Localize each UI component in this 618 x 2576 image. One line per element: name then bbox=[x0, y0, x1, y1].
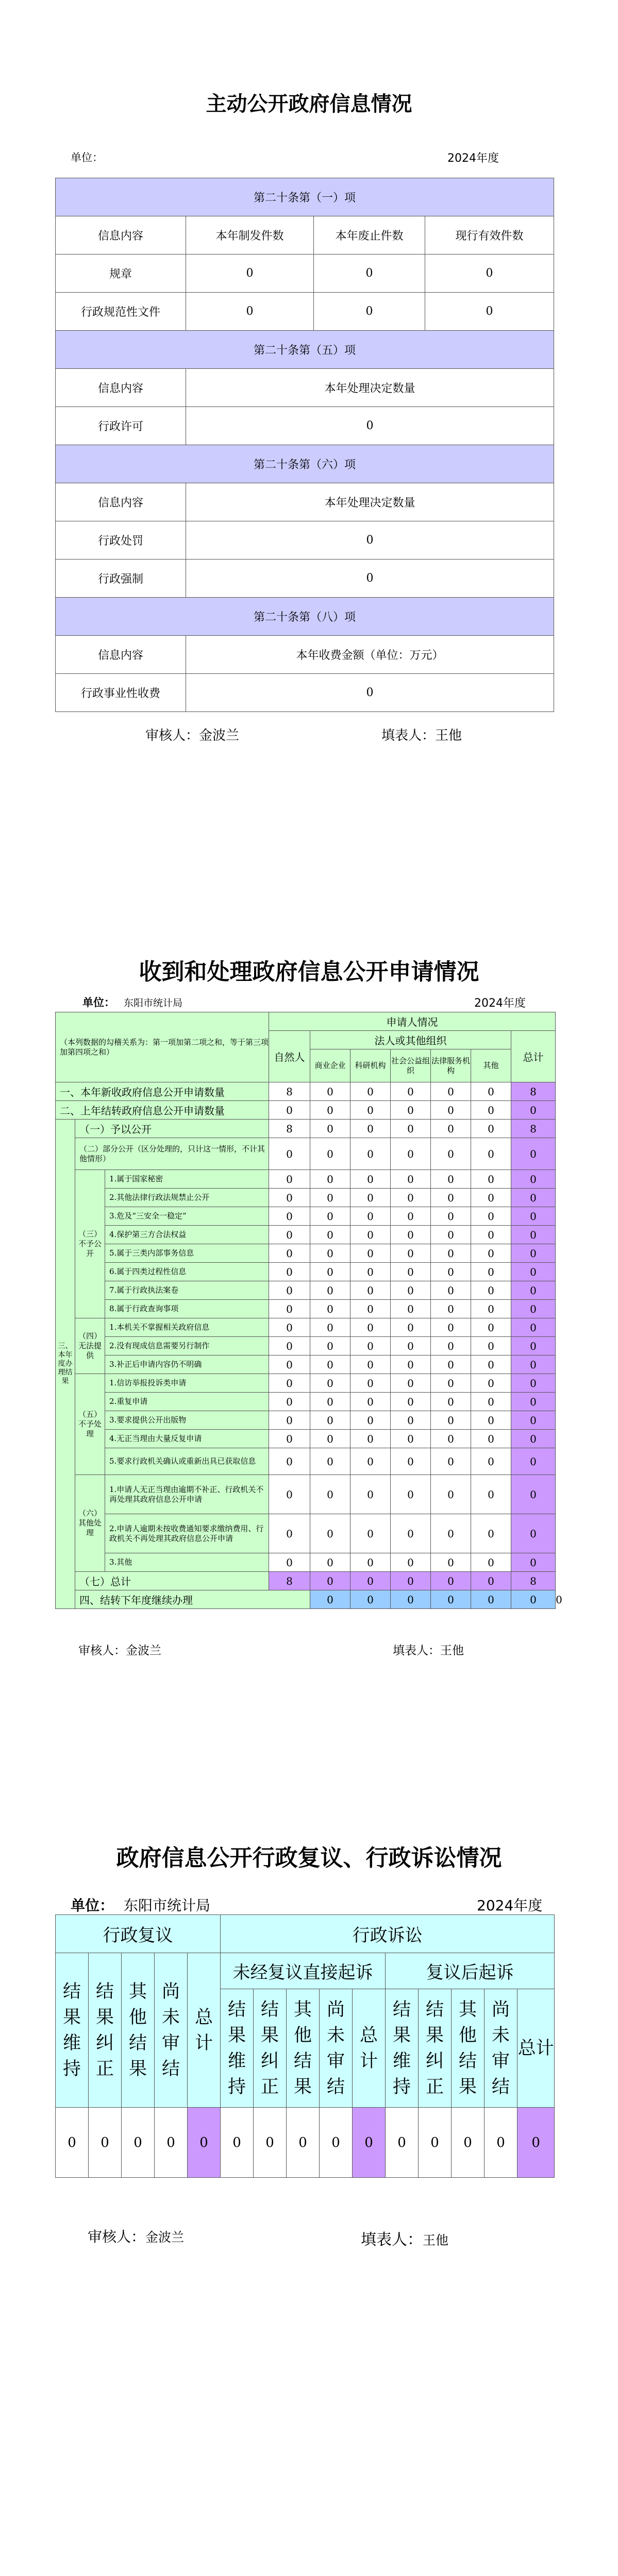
s2-cell: 0 bbox=[391, 1244, 431, 1263]
s2-cell-total: 8 bbox=[511, 1572, 556, 1590]
s1-cell: 0 bbox=[314, 255, 425, 293]
s2-cell: 0 bbox=[350, 1374, 391, 1393]
s3-cell: 0 bbox=[287, 2108, 320, 2178]
s2-cell-total: 0 bbox=[310, 1572, 350, 1590]
s2-cell: 0 bbox=[310, 1281, 350, 1300]
s2-cell: 0 bbox=[310, 1189, 350, 1207]
s2-row-label: 4.无正当理由大量反复申请 bbox=[105, 1430, 269, 1448]
s2-legal-header: 法人或其他组织 bbox=[310, 1031, 511, 1049]
s3-cell-total: 0 bbox=[353, 2108, 386, 2178]
s1-title: 主动公开政府信息情况 bbox=[206, 92, 412, 116]
s2-cell: 0 bbox=[471, 1189, 511, 1207]
s2-cell: 0 bbox=[431, 1374, 471, 1393]
s2-cell: 0 bbox=[471, 1082, 511, 1101]
s2-row-carried: 二、上年结转政府信息公开申请数量 bbox=[56, 1101, 269, 1120]
s2-cell-total: 0 bbox=[511, 1514, 556, 1553]
s3-unit: 东阳市统计局 bbox=[124, 1897, 211, 1914]
s2-cell: 0 bbox=[350, 1514, 391, 1553]
s1-cell: 0 bbox=[186, 293, 314, 331]
s2-row-label: 3.补正后申请内容仍不明确 bbox=[105, 1355, 269, 1374]
s1-col-abolish: 本年废止件数 bbox=[314, 216, 425, 255]
s3-cell-total: 0 bbox=[517, 2108, 555, 2178]
s2-cell: 0 bbox=[431, 1393, 471, 1411]
s2-cell: 0 bbox=[391, 1590, 431, 1609]
s2-col-legal-service: 法律服务机构 bbox=[431, 1049, 471, 1082]
s2-cell: 0 bbox=[269, 1170, 310, 1189]
s2-cell-total: 0 bbox=[511, 1553, 556, 1572]
s2-unit-label: 单位： bbox=[82, 996, 115, 1009]
s2-cell: 0 bbox=[431, 1553, 471, 1572]
s3-direct-sub: 结果维持 bbox=[221, 1989, 254, 2108]
s3-direct-sub: 结果纠正 bbox=[254, 1989, 287, 2108]
s2-cell: 0 bbox=[471, 1590, 511, 1609]
s2-row-open: （一）予以公开 bbox=[75, 1120, 269, 1138]
s2-cell: 0 bbox=[391, 1337, 431, 1355]
s2-cell: 0 bbox=[431, 1120, 471, 1138]
s3-cell: 0 bbox=[320, 2108, 353, 2178]
s2-cell: 0 bbox=[350, 1082, 391, 1101]
s3-cell: 0 bbox=[452, 2108, 485, 2178]
s2-cell: 0 bbox=[350, 1226, 391, 1244]
s1-col-new: 本年制发件数 bbox=[186, 216, 314, 255]
s2-cell: 0 bbox=[350, 1138, 391, 1170]
s2-cell: 0 bbox=[350, 1189, 391, 1207]
s2-cell: 0 bbox=[431, 1082, 471, 1101]
s1-year: 2024年度 bbox=[447, 152, 499, 165]
s2-cell-total: 0 bbox=[511, 1226, 556, 1244]
s2-cell: 0 bbox=[471, 1448, 511, 1475]
s2-row-label: 6.属于四类过程性信息 bbox=[105, 1263, 269, 1281]
s3-review-sub: 其他结果 bbox=[122, 1953, 155, 2108]
s2-cell: 0 bbox=[431, 1189, 471, 1207]
s2-cell: 0 bbox=[310, 1244, 350, 1263]
s3-review-sub: 尚未审结 bbox=[155, 1953, 188, 2108]
s1-reviewer: 审核人：金波兰 bbox=[145, 728, 240, 743]
s2-cell: 0 bbox=[269, 1475, 310, 1514]
s2-cell: 0 bbox=[310, 1138, 350, 1170]
s2-cell: 0 bbox=[431, 1514, 471, 1553]
s1-col-info: 信息内容 bbox=[56, 369, 186, 407]
s2-cell: 0 bbox=[310, 1226, 350, 1244]
s3-after-sub: 总计 bbox=[517, 1989, 555, 2108]
s2-cell: 0 bbox=[391, 1411, 431, 1430]
s2-cell: 0 bbox=[391, 1300, 431, 1318]
s2-cell: 0 bbox=[269, 1337, 310, 1355]
s2-row-label: 2.重复申请 bbox=[105, 1393, 269, 1411]
s2-row-new: 一、本年新收政府信息公开申请数量 bbox=[56, 1082, 269, 1101]
s2-col-research: 科研机构 bbox=[350, 1049, 391, 1082]
s3-direct-sub: 其他结果 bbox=[287, 1989, 320, 2108]
s1-cell: 0 bbox=[186, 255, 314, 293]
s2-cell-total: 0 bbox=[431, 1572, 471, 1590]
s2-cell: 0 bbox=[431, 1411, 471, 1430]
s1-table bbox=[55, 178, 554, 712]
s2-cell: 0 bbox=[269, 1553, 310, 1572]
s2-cell: 0 bbox=[471, 1318, 511, 1337]
s2-cell: 0 bbox=[310, 1300, 350, 1318]
s3-review-sub: 结果维持 bbox=[56, 1953, 89, 2108]
s2-row-label: 1.申请人无正当理由逾期不补正、行政机关不再处理其政府信息公开申请 bbox=[105, 1475, 269, 1514]
s2-cell: 0 bbox=[471, 1475, 511, 1514]
s2-cell: 0 bbox=[471, 1411, 511, 1430]
s1-cell: 0 bbox=[186, 407, 554, 445]
s2-cell: 0 bbox=[350, 1318, 391, 1337]
s2-group-not-open: （三）不予公开 bbox=[75, 1170, 105, 1318]
s2-cell: 0 bbox=[350, 1101, 391, 1120]
s2-cell: 0 bbox=[350, 1263, 391, 1281]
s2-row-label: 4.保护第三方合法权益 bbox=[105, 1226, 269, 1244]
s3-review-header: 行政复议 bbox=[56, 1915, 221, 1953]
s2-cell: 0 bbox=[391, 1170, 431, 1189]
s2-row-label: 5.属于三类内部事务信息 bbox=[105, 1244, 269, 1263]
s2-cell: 0 bbox=[471, 1355, 511, 1374]
s3-direct-sub: 总计 bbox=[353, 1989, 386, 2108]
s2-cell-total: 0 bbox=[511, 1281, 556, 1300]
s2-cell: 0 bbox=[269, 1263, 310, 1281]
s2-cell: 0 bbox=[431, 1430, 471, 1448]
s2-group-results: 三、本年度办理结果 bbox=[56, 1120, 75, 1609]
s2-cell: 0 bbox=[431, 1263, 471, 1281]
s2-cell: 0 bbox=[310, 1207, 350, 1226]
s2-cell: 0 bbox=[350, 1337, 391, 1355]
s2-cell: 0 bbox=[350, 1281, 391, 1300]
s2-cell: 0 bbox=[310, 1411, 350, 1430]
s1-col-info: 信息内容 bbox=[56, 483, 186, 521]
s2-cell: 0 bbox=[471, 1337, 511, 1355]
s1-row-name: 行政强制 bbox=[56, 560, 186, 598]
s3-cell: 0 bbox=[386, 2108, 419, 2178]
s2-row-label: 7.属于行政执法案卷 bbox=[105, 1281, 269, 1300]
s2-cell: 0 bbox=[431, 1281, 471, 1300]
s2-cell: 0 bbox=[391, 1475, 431, 1514]
s2-applicant-header: 申请人情况 bbox=[269, 1012, 556, 1031]
s2-cell: 0 bbox=[391, 1374, 431, 1393]
s2-cell-total: 0 bbox=[511, 1244, 556, 1263]
s2-row-label: 2.其他法律行政法规禁止公开 bbox=[105, 1189, 269, 1207]
s2-note: （本列数据的勾稽关系为：第一项加第二项之和，等于第三项加第四项之和） bbox=[56, 1012, 269, 1082]
s3-cell: 0 bbox=[56, 2108, 89, 2178]
s2-cell: 0 bbox=[350, 1590, 391, 1609]
s2-cell-total: 0 bbox=[471, 1572, 511, 1590]
s2-cell: 0 bbox=[431, 1318, 471, 1337]
s2-cell: 0 bbox=[431, 1207, 471, 1226]
s2-cell: 0 bbox=[310, 1514, 350, 1553]
s2-table: （本列数据的勾稽关系为：第一项加第二项之和，等于第三项加第四项之和） 申请人情况 自然人 法人或其他组织 总计 商业企业 科研机构 社会公益组织 法律服务机构 其他 一、本年新收政府信息公开申请数量 8 0 0 0 0 0 8 二、上年结转政府信息公开申请数量 0 0 0 0 0 0 0 三、本年度办理结果 （一）予以公开 8 0 0 0 0 0 8 （二）部分公开（区分处理的，只计这一情形，不计其他情形） 0 0 0 0 0 0 0 （三）不予公开 1.属于国家秘密 0 0 0 0 0 0 0 2.其他法律行政法规禁止公开 0 0 0 0 0 0 0 3.危及“三安全一稳定” 0 0 0 0 0 0 0 4.保护第三方合法权益 0 0 0 0 0 0 0 5.属于三类内部事务信息 0 0 0 0 0 0 0 6.属于四类过程性信息 0 0 0 0 0 0 0 7.属于行政执法案卷 0 0 0 0 0 0 0 8.属于行政查询事项 0 0 0 0 0 0 0 （四）无法提供 1.本机关不掌握相关政府信息 0 0 0 0 0 0 0 2.没有现成信息需要另行制作 0 0 0 0 0 0 0 3.补正后申请内容仍不明确 0 0 0 0 0 0 0 （五）不予处理 1.信访举报投诉类申请 0 0 0 0 0 0 0 2.重复申请 0 0 0 0 0 0 0 3.要求提供公开出版物 0 0 0 0 0 0 0 4.无正当理由大量反复申请 0 0 0 0 0 0 0 5.要求行政机关确认或重新出具已获取信息 0 0 0 0 0 0 0 （六）其他处理 1.申请人无正当理由逾期不补正、行政机关不再处理其政府信息公开申请 0 0 0 0 0 0 0 2.申请人逾期未按收费通知要求缴纳费用、行政机关不再处理其政府信息公开申请 0 0 0 0 0 0 0 3.其他 0 0 0 0 0 0 0 （七）总计 8 0 0 0 0 0 8 四、结转下年度继续办理 0 0 0 0 0 0 0 bbox=[55, 1012, 556, 1609]
s2-cell: 0 bbox=[269, 1189, 310, 1207]
s2-cell: 0 bbox=[391, 1082, 431, 1101]
s2-cell: 0 bbox=[471, 1244, 511, 1263]
s3-cell: 0 bbox=[89, 2108, 122, 2178]
s2-row-label: 2.申请人逾期未按收费通知要求缴纳费用、行政机关不再处理其政府信息公开申请 bbox=[105, 1514, 269, 1553]
s2-cell: 0 bbox=[391, 1120, 431, 1138]
s1-header-20-6: 第二十条第（六）项 bbox=[56, 445, 554, 483]
s2-cell: 0 bbox=[310, 1337, 350, 1355]
s1-cell: 0 bbox=[425, 293, 554, 331]
s3-year: 2024年度 bbox=[477, 1897, 543, 1914]
s1-col-info: 信息内容 bbox=[56, 216, 186, 255]
s2-cell: 0 bbox=[310, 1374, 350, 1393]
s3-cell: 0 bbox=[221, 2108, 254, 2178]
s2-cell: 0 bbox=[269, 1138, 310, 1170]
s2-cell-total: 8 bbox=[269, 1572, 310, 1590]
s2-cell: 0 bbox=[391, 1430, 431, 1448]
s2-cell: 0 bbox=[269, 1101, 310, 1120]
s2-cell-total: 0 bbox=[511, 1318, 556, 1337]
s3-review-sub: 结果纠正 bbox=[89, 1953, 122, 2108]
s1-col-decision: 本年处理决定数量 bbox=[186, 483, 554, 521]
s2-cell-total: 0 bbox=[511, 1374, 556, 1393]
s2-cell: 0 bbox=[471, 1514, 511, 1553]
s2-cell: 0 bbox=[269, 1318, 310, 1337]
s2-cell: 0 bbox=[310, 1430, 350, 1448]
s1-col-decision: 本年处理决定数量 bbox=[186, 369, 554, 407]
s3-reviewer: 审核人：金波兰 bbox=[88, 2228, 185, 2245]
s2-cell: 0 bbox=[350, 1430, 391, 1448]
s2-cell-total: 8 bbox=[511, 1082, 556, 1101]
s2-cell: 0 bbox=[350, 1475, 391, 1514]
s2-cell: 0 bbox=[471, 1553, 511, 1572]
s3-cell: 0 bbox=[419, 2108, 452, 2178]
s2-row-carry-next: 四、结转下年度继续办理 bbox=[75, 1590, 310, 1609]
s2-col-welfare: 社会公益组织 bbox=[391, 1049, 431, 1082]
s3-cell: 0 bbox=[155, 2108, 188, 2178]
s1-row-name: 行政规范性文件 bbox=[56, 293, 186, 331]
s1-row-name: 行政处罚 bbox=[56, 521, 186, 560]
s2-cell: 0 bbox=[310, 1082, 350, 1101]
s2-row-total: （七）总计 bbox=[75, 1572, 269, 1590]
s2-filler: 填表人：王他 bbox=[393, 1644, 464, 1657]
s1-row-name: 行政许可 bbox=[56, 407, 186, 445]
s2-cell-total: 0 bbox=[511, 1393, 556, 1411]
s2-cell: 0 bbox=[391, 1514, 431, 1553]
s3-after-sub: 结果维持 bbox=[386, 1989, 419, 2108]
s2-cell: 0 bbox=[391, 1448, 431, 1475]
s2-cell: 0 bbox=[350, 1170, 391, 1189]
s3-review-sub: 总计 bbox=[188, 1953, 221, 2108]
s2-cell: 0 bbox=[269, 1207, 310, 1226]
s2-cell: 0 bbox=[431, 1448, 471, 1475]
s2-cell-total: 0 bbox=[350, 1572, 391, 1590]
s2-cell: 0 bbox=[431, 1337, 471, 1355]
s2-cell-total: 0 bbox=[511, 1355, 556, 1374]
s2-cell: 0 bbox=[391, 1226, 431, 1244]
s2-cell: 0 bbox=[350, 1355, 391, 1374]
s2-cell: 0 bbox=[391, 1189, 431, 1207]
s2-cell-total: 0 bbox=[511, 1430, 556, 1448]
s2-cell: 0 bbox=[310, 1553, 350, 1572]
s2-cell: 0 bbox=[471, 1101, 511, 1120]
s2-cell-total: 0 bbox=[511, 1138, 556, 1170]
s2-cell: 0 bbox=[431, 1138, 471, 1170]
s2-cell: 0 bbox=[310, 1475, 350, 1514]
s2-cell: 0 bbox=[350, 1553, 391, 1572]
s2-cell-total: 0 bbox=[511, 1337, 556, 1355]
s1-col-info: 信息内容 bbox=[56, 636, 186, 674]
s2-cell: 0 bbox=[350, 1207, 391, 1226]
s2-cell: 0 bbox=[269, 1430, 310, 1448]
s1-filler: 填表人：王他 bbox=[381, 728, 462, 743]
s2-col-business: 商业企业 bbox=[310, 1049, 350, 1082]
s2-cell-total: 0 bbox=[511, 1189, 556, 1207]
s2-cell: 0 bbox=[471, 1263, 511, 1281]
s2-cell: 8 bbox=[269, 1082, 310, 1101]
s2-cell-total: 0 bbox=[511, 1411, 556, 1430]
s2-cell: 0 bbox=[471, 1430, 511, 1448]
s2-cell: 0 bbox=[391, 1393, 431, 1411]
s2-cell: 0 bbox=[431, 1590, 471, 1609]
s2-cell: 0 bbox=[350, 1393, 391, 1411]
s2-cell: 0 bbox=[391, 1281, 431, 1300]
s2-cell: 0 bbox=[391, 1318, 431, 1337]
s2-cell-total: 8 bbox=[511, 1120, 556, 1138]
s1-header-20-1: 第二十条第（一）项 bbox=[56, 178, 554, 216]
s3-filler: 填表人：王他 bbox=[361, 2231, 449, 2249]
s2-cell: 0 bbox=[269, 1355, 310, 1374]
s2-cell: 0 bbox=[350, 1411, 391, 1430]
s3-after-sub: 其他结果 bbox=[452, 1989, 485, 2108]
s2-cell: 0 bbox=[471, 1393, 511, 1411]
s3-lawsuit-header: 行政诉讼 bbox=[221, 1915, 555, 1953]
s2-cell: 0 bbox=[391, 1138, 431, 1170]
s3-unit-label: 单位： bbox=[71, 1897, 114, 1914]
s2-group-cannot-provide: （四）无法提供 bbox=[75, 1318, 105, 1374]
s2-cell: 0 bbox=[350, 1120, 391, 1138]
s3-direct-header: 未经复议直接起诉 bbox=[221, 1953, 386, 1989]
s2-group-not-processed: （五）不予处理 bbox=[75, 1374, 105, 1475]
s2-cell-total: 0 bbox=[511, 1263, 556, 1281]
s2-cell-total: 0 bbox=[511, 1448, 556, 1475]
s2-cell: 0 bbox=[310, 1393, 350, 1411]
s2-cell: 0 bbox=[350, 1244, 391, 1263]
s1-row-name: 规章 bbox=[56, 255, 186, 293]
s2-cell: 0 bbox=[269, 1411, 310, 1430]
s2-cell: 0 bbox=[471, 1207, 511, 1226]
s2-cell: 0 bbox=[431, 1244, 471, 1263]
s2-cell: 0 bbox=[431, 1475, 471, 1514]
s2-cell: 0 bbox=[350, 1448, 391, 1475]
s2-col-other: 其他 bbox=[471, 1049, 511, 1082]
s2-cell: 0 bbox=[350, 1300, 391, 1318]
s2-cell: 0 bbox=[431, 1355, 471, 1374]
s2-cell: 0 bbox=[471, 1120, 511, 1138]
s2-unit: 东阳市统计局 bbox=[124, 997, 183, 1009]
s2-cell: 0 bbox=[269, 1448, 310, 1475]
s3-direct-sub: 尚未审结 bbox=[320, 1989, 353, 2108]
s2-cell: 0 bbox=[431, 1101, 471, 1120]
s2-cell-total: 0 bbox=[391, 1572, 431, 1590]
s2-cell: 0 bbox=[310, 1170, 350, 1189]
s2-row-label: 3.危及“三安全一稳定” bbox=[105, 1207, 269, 1226]
s2-row-label: 1.本机关不掌握相关政府信息 bbox=[105, 1318, 269, 1337]
s2-cell: 0 bbox=[471, 1300, 511, 1318]
s2-row-label: 1.信访举报投诉类申请 bbox=[105, 1374, 269, 1393]
s2-cell: 0 bbox=[391, 1101, 431, 1120]
s2-cell: 0 bbox=[310, 1318, 350, 1337]
s1-cell: 0 bbox=[186, 521, 554, 560]
s2-cell-total: 0 bbox=[511, 1207, 556, 1226]
s1-cell: 0 bbox=[186, 560, 554, 598]
s3-after-sub: 结果纠正 bbox=[419, 1989, 452, 2108]
s3-after-sub: 尚未审结 bbox=[485, 1989, 517, 2108]
s2-row-label: 8.属于行政查询事项 bbox=[105, 1300, 269, 1318]
s2-col-total: 总计 bbox=[511, 1031, 556, 1082]
s2-cell: 0 bbox=[269, 1244, 310, 1263]
s2-row-partial: （二）部分公开（区分处理的，只计这一情形，不计其他情形） bbox=[75, 1138, 269, 1170]
s2-cell: 0 bbox=[391, 1207, 431, 1226]
s2-row-label: 3.其他 bbox=[105, 1553, 269, 1572]
s2-row-label: 2.没有现成信息需要另行制作 bbox=[105, 1337, 269, 1355]
s3-title: 政府信息公开行政复议、行政诉讼情况 bbox=[116, 1845, 502, 1871]
s2-cell: 0 bbox=[269, 1281, 310, 1300]
s3-cell-total: 0 bbox=[188, 2108, 221, 2178]
s2-cell: 0 bbox=[269, 1226, 310, 1244]
s2-group-other: （六）其他处理 bbox=[75, 1475, 105, 1572]
s2-cell: 0 bbox=[391, 1355, 431, 1374]
s2-cell: 8 bbox=[269, 1120, 310, 1138]
s2-year: 2024年度 bbox=[474, 997, 526, 1010]
s1-col-valid: 现行有效件数 bbox=[425, 216, 554, 255]
s2-cell: 0 bbox=[471, 1374, 511, 1393]
s1-cell: 0 bbox=[425, 255, 554, 293]
s1-header-20-5: 第二十条第（五）项 bbox=[56, 331, 554, 369]
s3-table bbox=[55, 1914, 555, 2178]
s2-reviewer: 审核人：金波兰 bbox=[78, 1644, 161, 1657]
s2-row-label: 5.要求行政机关确认或重新出具已获取信息 bbox=[105, 1448, 269, 1475]
s2-cell: 0 bbox=[471, 1138, 511, 1170]
s2-cell: 0 bbox=[471, 1281, 511, 1300]
s2-cell: 0 bbox=[391, 1263, 431, 1281]
s2-cell: 0 bbox=[471, 1170, 511, 1189]
s2-cell: 0 bbox=[310, 1120, 350, 1138]
s2-cell-total: 0 bbox=[511, 1170, 556, 1189]
s1-unit-label: 单位： bbox=[71, 151, 103, 164]
s2-cell: 0 bbox=[310, 1590, 350, 1609]
s2-cell: 0 bbox=[431, 1300, 471, 1318]
s2-cell: 0 bbox=[471, 1226, 511, 1244]
s3-cell: 0 bbox=[485, 2108, 517, 2178]
s1-col-fee: 本年收费金额（单位：万元） bbox=[186, 636, 554, 674]
s3-after-header: 复议后起诉 bbox=[386, 1953, 555, 1989]
s2-cell: 0 bbox=[310, 1448, 350, 1475]
s2-cell: 0 bbox=[310, 1263, 350, 1281]
s2-title: 收到和处理政府信息公开申请情况 bbox=[139, 959, 479, 985]
s3-cell: 0 bbox=[254, 2108, 287, 2178]
s2-cell: 0 bbox=[269, 1514, 310, 1553]
s2-cell: 0 bbox=[269, 1374, 310, 1393]
s2-cell: 0 bbox=[431, 1170, 471, 1189]
s2-cell: 0 bbox=[511, 1590, 556, 1609]
s1-cell: 0 bbox=[186, 674, 554, 712]
s2-cell: 0 bbox=[310, 1355, 350, 1374]
s2-col-natural: 自然人 bbox=[269, 1031, 310, 1082]
s2-cell-total: 0 bbox=[511, 1101, 556, 1120]
s2-row-label: 1.属于国家秘密 bbox=[105, 1170, 269, 1189]
s1-row-name: 行政事业性收费 bbox=[56, 674, 186, 712]
s2-cell-total: 0 bbox=[511, 1300, 556, 1318]
s2-cell: 0 bbox=[391, 1553, 431, 1572]
s2-cell: 0 bbox=[310, 1101, 350, 1120]
s1-cell: 0 bbox=[314, 293, 425, 331]
s2-row-label: 3.要求提供公开出版物 bbox=[105, 1411, 269, 1430]
s2-cell: 0 bbox=[269, 1393, 310, 1411]
s2-cell: 0 bbox=[431, 1226, 471, 1244]
s3-cell: 0 bbox=[122, 2108, 155, 2178]
s2-cell: 0 bbox=[269, 1300, 310, 1318]
s1-header-20-8: 第二十条第（八）项 bbox=[56, 598, 554, 636]
s2-cell-total: 0 bbox=[511, 1475, 556, 1514]
